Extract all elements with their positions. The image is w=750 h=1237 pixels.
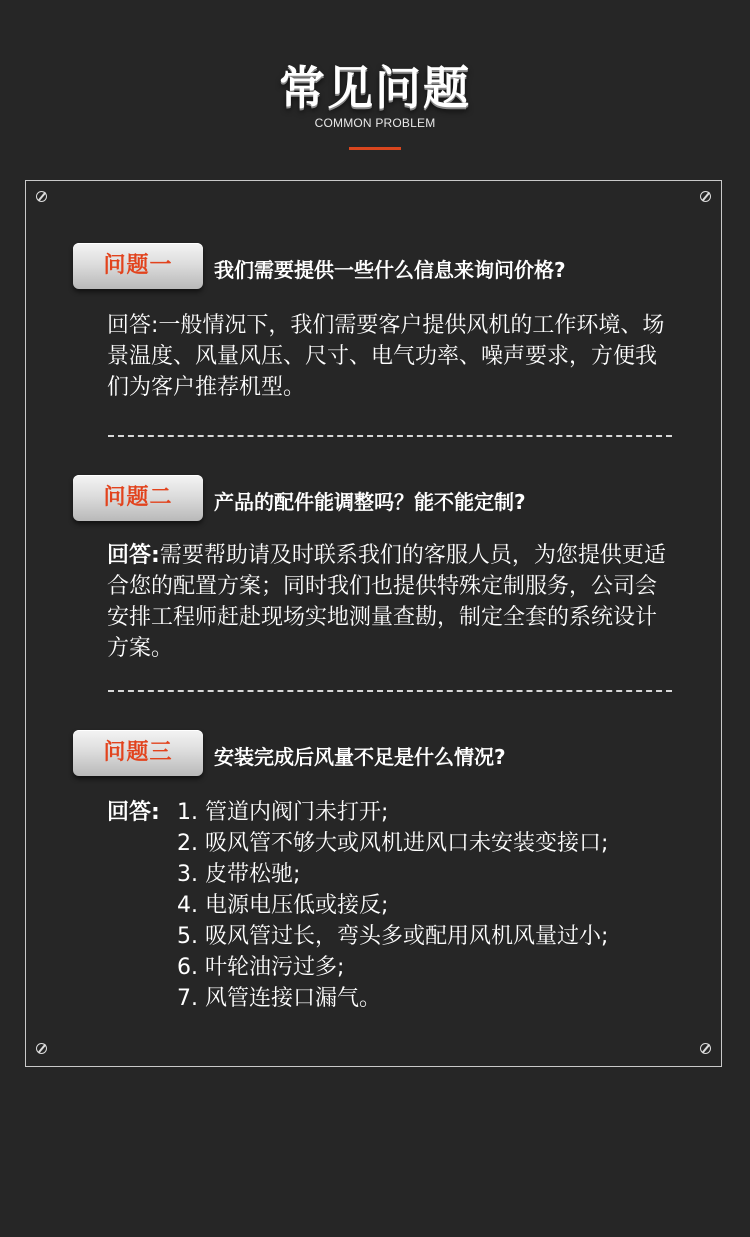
page-subtitle: COMMON PROBLEM	[314, 116, 436, 130]
list-item: 5. 吸风管过长，弯头多或配用风机风量过小;	[177, 924, 609, 949]
answer-label: 回答:	[107, 800, 160, 825]
answer-text: 一般情况下，我们需要客户提供风机的工作环境、场景温度、风量风压、尺寸、电气功率、噪声要求，方便我们为客户推荐机型。	[107, 313, 665, 400]
divider	[108, 690, 672, 692]
page-title: 常见问题	[279, 61, 471, 115]
screw-icon	[700, 1043, 711, 1054]
list-item: 7. 风管连接口漏气。	[177, 986, 381, 1011]
question-badge-2: 问题二	[73, 475, 203, 521]
screw-icon	[36, 191, 47, 202]
list-item: 6. 叶轮油污过多;	[177, 955, 345, 980]
answer-1	[107, 310, 675, 403]
question-text-3: 安装完成后风量不足是什么情况?	[214, 745, 506, 769]
question-badge-3: 问题三	[73, 730, 203, 776]
answer-label: 回答:	[107, 313, 159, 338]
question-badge-1: 问题一	[73, 243, 203, 289]
divider	[108, 435, 672, 437]
list-item: 4. 电源电压低或接反;	[177, 893, 389, 918]
answer-text: 需要帮助请及时联系我们的客服人员，为您提供更适合您的配置方案；同时我们也提供特殊定制服务，公司会安排工程师赶赴现场实地测量查勘，制定全套的系统设计方案。	[107, 543, 666, 661]
screw-icon	[36, 1043, 47, 1054]
question-text-1: 我们需要提供一些什么信息来询问价格?	[214, 258, 566, 282]
screw-icon	[700, 191, 711, 202]
question-text-2: 产品的配件能调整吗？能不能定制?	[214, 490, 526, 514]
list-item: 3. 皮带松驰;	[177, 862, 301, 887]
title-underline	[349, 147, 401, 150]
list-item: 1. 管道内阀门未打开;	[177, 800, 389, 825]
list-item: 2. 吸风管不够大或风机进风口未安装变接口;	[177, 831, 609, 856]
answer-list	[177, 797, 697, 1014]
answer-label: 回答:	[107, 543, 160, 568]
answer-2	[107, 540, 675, 664]
